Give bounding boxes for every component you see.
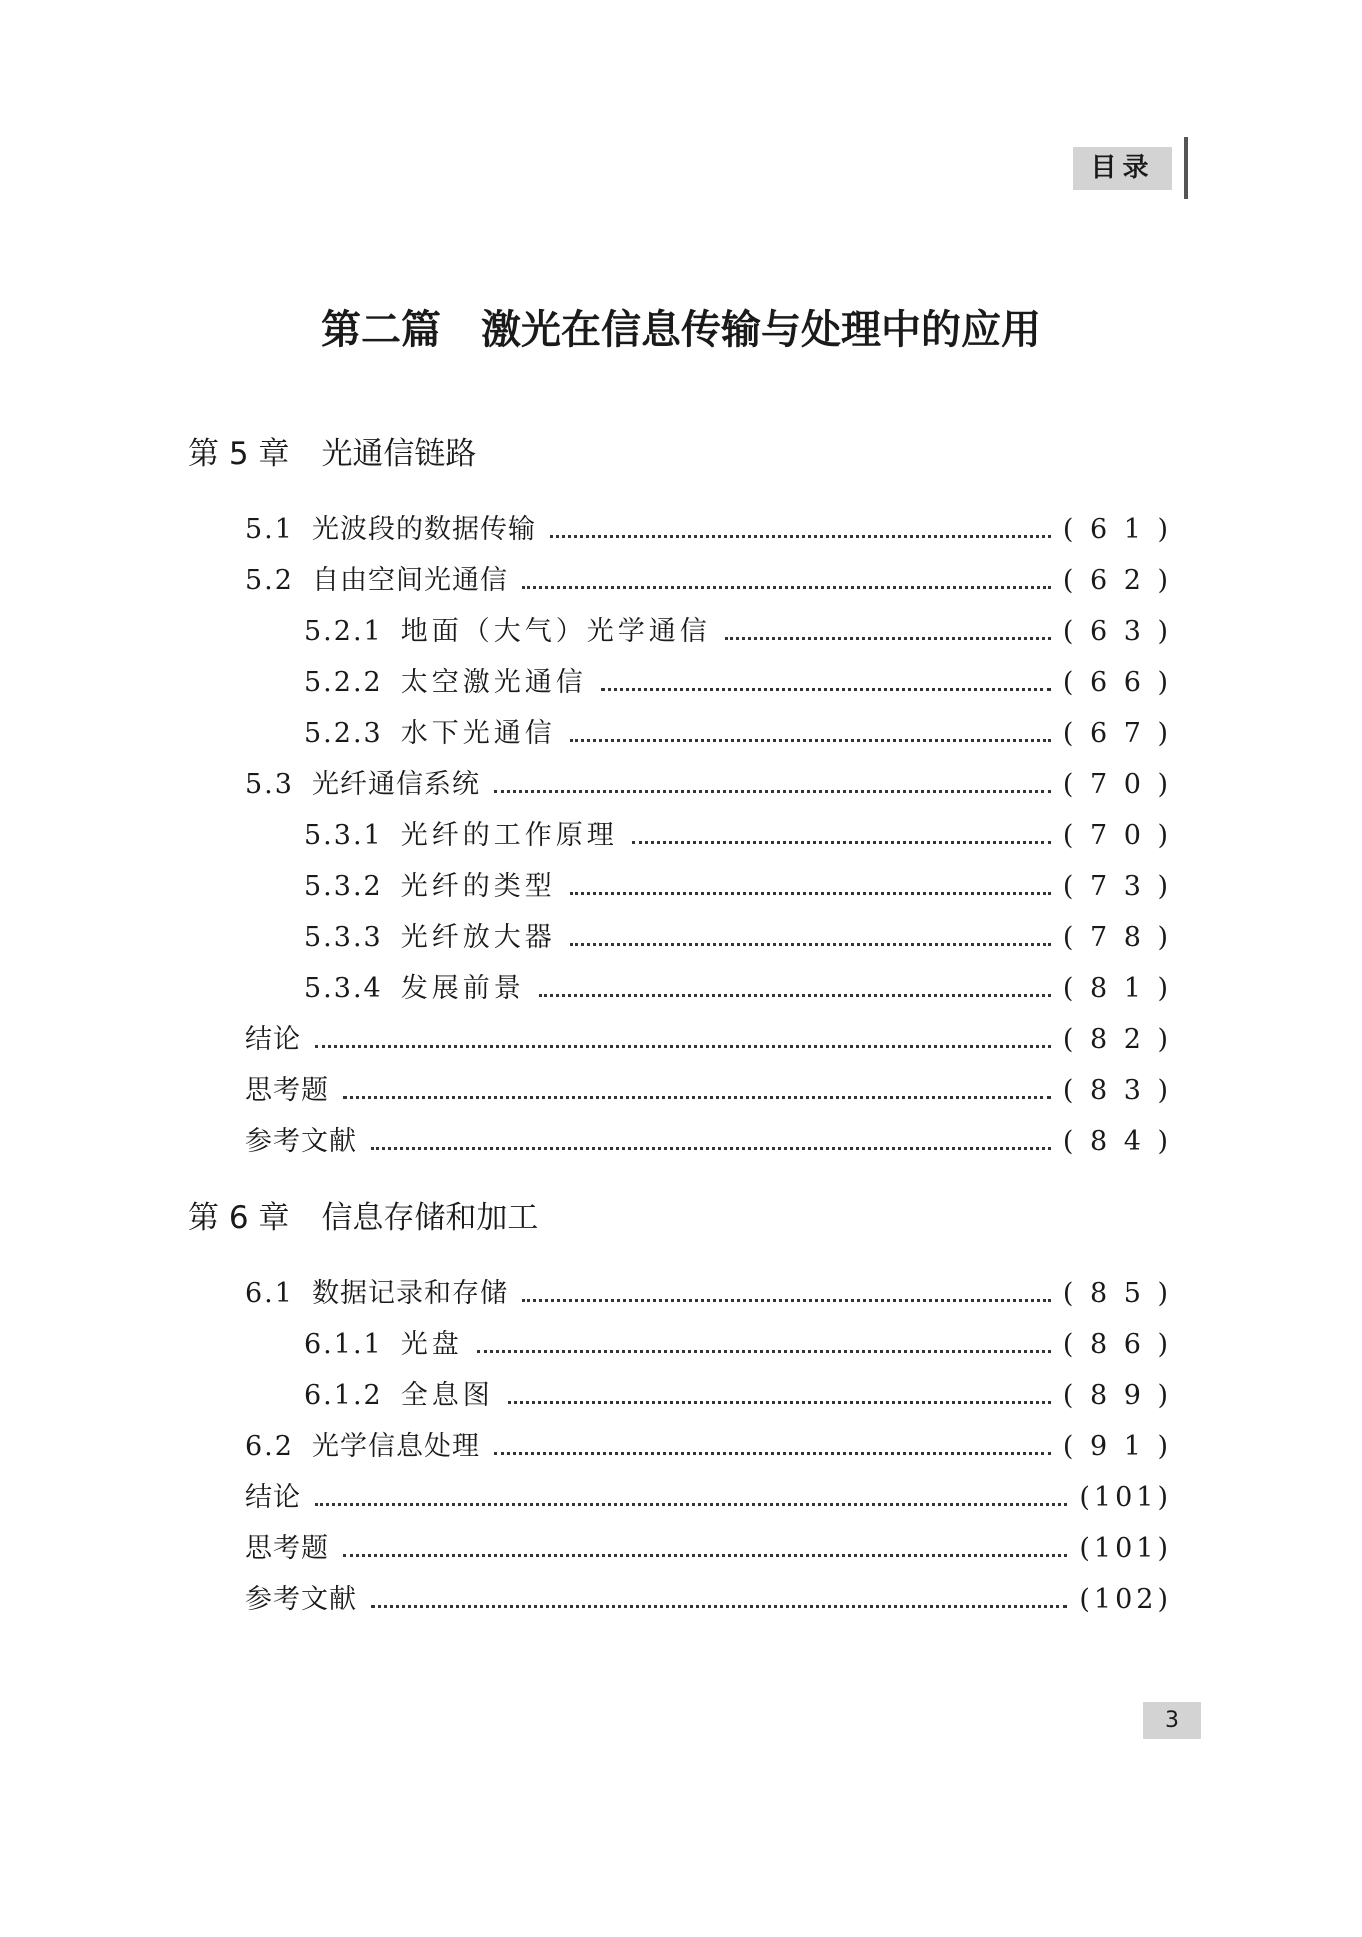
entry-title: 思考题 [245,1075,329,1106]
entry-title: 水下光通信 [400,718,556,749]
entry-number: 5.2 [245,565,294,596]
dot-leader [570,738,1051,742]
part-title [0,300,1362,360]
dot-leader [494,789,1051,793]
header-rule [1184,137,1188,199]
entry-number: 6.1.2 [304,1380,383,1411]
dot-leader [371,1146,1051,1150]
dot-leader [508,1400,1051,1404]
entry-number: 5.3.4 [304,973,383,1004]
dot-leader [522,585,1051,589]
dot-leader [570,942,1051,946]
entry-page: ( 8 3 ) [1062,1075,1172,1106]
entry-page: ( 6 3 ) [1062,616,1172,647]
entry-title: 全息图 [400,1380,494,1411]
dot-leader [601,687,1051,691]
entry-number: 5.3.1 [304,820,383,851]
entry-number: 5.2.2 [304,667,383,698]
entry-number: 5.3 [245,769,294,800]
entry-number: 6.1.1 [304,1329,383,1360]
entry-title: 参考文献 [245,1126,357,1157]
page-number: 3 [1143,1702,1201,1739]
toc-entry[interactable] [304,1371,1172,1421]
dot-leader [632,840,1051,844]
dot-leader [315,1044,1051,1048]
toc-entry[interactable] [304,607,1172,657]
toc-entry[interactable] [304,811,1172,861]
entry-title: 参考文献 [245,1584,357,1615]
entry-title: 自由空间光通信 [311,565,508,596]
dot-leader [343,1553,1067,1557]
toc-entry[interactable] [245,1473,1172,1523]
entry-title: 发展前景 [400,973,525,1004]
dot-leader [343,1095,1051,1099]
toc-entry[interactable] [245,1066,1172,1116]
toc-entry[interactable] [245,1117,1172,1167]
dot-leader [371,1604,1067,1608]
entry-number: 5.3.3 [304,922,383,953]
toc-entry[interactable] [245,505,1172,555]
entry-page: ( 8 1 ) [1062,973,1172,1004]
entry-title: 结论 [245,1482,301,1513]
chapter-heading[interactable] [188,1193,538,1243]
entry-number: 5.1 [245,514,294,545]
toc-entry[interactable] [245,1015,1172,1065]
entry-title: 数据记录和存储 [311,1278,508,1309]
toc-entry[interactable] [304,913,1172,963]
dot-leader [477,1349,1051,1353]
entry-page: ( 8 4 ) [1062,1126,1172,1157]
entry-title: 太空激光通信 [400,667,587,698]
entry-page: ( 6 7 ) [1062,718,1172,749]
toc-entry[interactable] [245,1269,1172,1319]
toc-entry[interactable] [245,760,1172,810]
part-number: 第二篇 [321,306,441,353]
chapter-heading[interactable] [188,429,476,479]
toc-entry[interactable] [304,862,1172,912]
dot-leader [725,636,1051,640]
entry-title: 光纤放大器 [400,922,556,953]
toc-entry[interactable] [245,1575,1172,1625]
entry-title: 光波段的数据传输 [311,514,536,545]
toc-entry[interactable] [245,1422,1172,1472]
entry-title: 思考题 [245,1533,329,1564]
entry-number: 5.2.1 [304,616,383,647]
entry-page: (101) [1079,1533,1172,1564]
toc-entry[interactable] [304,709,1172,759]
entry-page: (102) [1079,1584,1172,1615]
dot-leader [550,534,1051,538]
entry-number: 5.3.2 [304,871,383,902]
entry-page: ( 7 0 ) [1062,769,1172,800]
chapter-title: 光通信链路 [321,436,477,472]
entry-number: 5.2.3 [304,718,383,749]
entry-page: ( 6 6 ) [1062,667,1172,698]
entry-page: ( 8 2 ) [1062,1024,1172,1055]
dot-leader [315,1502,1067,1506]
entry-title: 光盘 [400,1329,463,1360]
entry-number: 6.2 [245,1431,294,1462]
entry-page: ( 6 2 ) [1062,565,1172,596]
toc-entry[interactable] [304,964,1172,1014]
entry-page: ( 7 0 ) [1062,820,1172,851]
dot-leader [539,993,1051,997]
entry-page: ( 7 3 ) [1062,871,1172,902]
entry-title: 地面（大气）光学通信 [400,616,711,647]
entry-page: ( 6 1 ) [1062,514,1172,545]
toc-entry[interactable] [245,1524,1172,1574]
entry-number: 6.1 [245,1278,294,1309]
toc-entry[interactable] [304,658,1172,708]
entry-page: ( 8 5 ) [1062,1278,1172,1309]
entry-title: 光纤的工作原理 [400,820,618,851]
entry-page: ( 8 6 ) [1062,1329,1172,1360]
chapter-number: 第 6 章 [188,1200,290,1236]
entry-page: (101) [1079,1482,1172,1513]
entry-page: ( 9 1 ) [1062,1431,1172,1462]
entry-page: ( 8 9 ) [1062,1380,1172,1411]
dot-leader [494,1451,1051,1455]
toc-entry[interactable] [304,1320,1172,1370]
chapter-number: 第 5 章 [188,436,290,472]
section-tab: 目录 [1073,147,1172,190]
entry-title: 光纤通信系统 [311,769,480,800]
part-name: 激光在信息传输与处理中的应用 [481,306,1041,353]
toc-entry[interactable] [245,556,1172,606]
entry-title: 结论 [245,1024,301,1055]
chapter-title: 信息存储和加工 [321,1200,539,1236]
entry-title: 光学信息处理 [311,1431,480,1462]
dot-leader [522,1298,1051,1302]
entry-title: 光纤的类型 [400,871,556,902]
entry-page: ( 7 8 ) [1062,922,1172,953]
dot-leader [570,891,1051,895]
